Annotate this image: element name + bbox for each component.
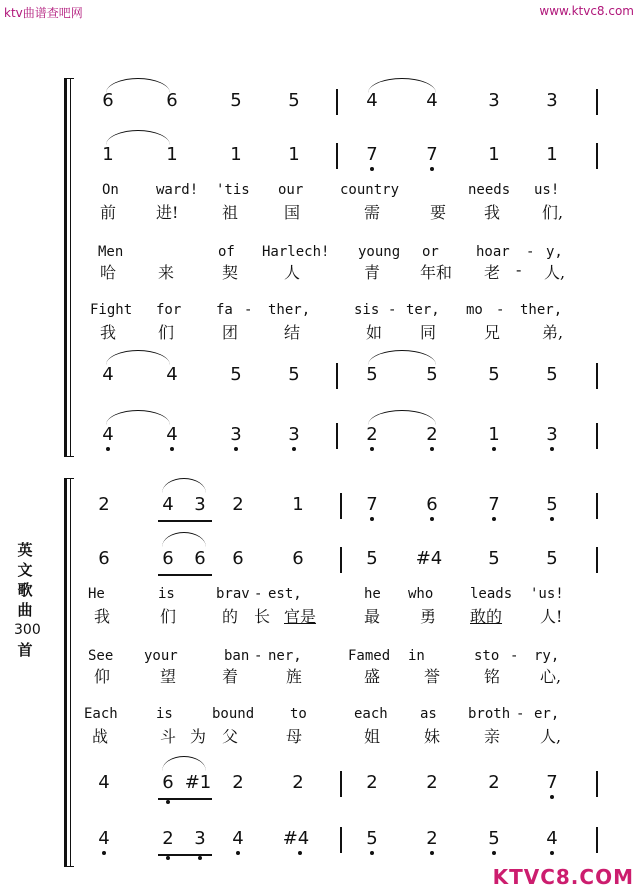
lyric-zh: 人	[284, 263, 301, 282]
system-brace-cap	[64, 478, 74, 479]
note-digit: 5	[366, 828, 378, 849]
note	[482, 824, 506, 854]
barline	[336, 143, 338, 169]
note-row	[64, 824, 604, 854]
lyric-en: is	[158, 586, 175, 602]
lyric-zh: 人!	[540, 607, 563, 626]
octave-dot	[550, 795, 554, 799]
lyric-en: -	[254, 648, 263, 664]
note: 6	[98, 548, 110, 569]
lyric-en: est,	[268, 586, 302, 602]
score-system-2	[64, 478, 604, 868]
note-digit: 5	[488, 828, 500, 849]
note: 2	[232, 772, 244, 793]
lyric-en: 'us!	[530, 586, 564, 602]
note-row	[64, 490, 604, 520]
note-digit: 6	[426, 494, 438, 515]
note: 2	[292, 772, 304, 793]
lyric-zh: 年和	[420, 263, 453, 282]
note-digit: 2	[426, 424, 438, 445]
octave-dot	[550, 447, 554, 451]
note-row	[64, 360, 604, 390]
score-system-1	[64, 78, 604, 458]
note	[282, 420, 306, 450]
lyric-en: ry,	[534, 648, 560, 664]
note-digit: 3	[194, 828, 206, 849]
lyric-zh: 铭	[484, 667, 501, 686]
lyric-zh: 要	[430, 203, 447, 222]
lyric-zh: 结	[284, 323, 301, 342]
lyric-en: sto	[474, 648, 500, 664]
note-digit: 7	[546, 772, 558, 793]
note: 1	[488, 144, 500, 165]
octave-dot	[430, 167, 434, 171]
octave-dot	[492, 517, 496, 521]
barline	[596, 143, 598, 169]
note	[420, 490, 444, 520]
side-title	[14, 540, 41, 660]
lyric-zh: 团	[222, 323, 239, 342]
octave-dot	[298, 851, 302, 855]
lyric-en: young	[358, 244, 401, 260]
note-digit: 2	[162, 828, 174, 849]
lyric-zh: 望	[160, 667, 177, 686]
note-digit: 7	[366, 144, 378, 165]
note	[160, 420, 184, 450]
note: 4	[98, 772, 110, 793]
note	[540, 420, 564, 450]
lyric-zh: 誉	[424, 667, 441, 686]
note-digit: 5	[546, 494, 558, 515]
lyric-en: er,	[534, 706, 560, 722]
barline	[596, 363, 598, 389]
side-title-char: 曲	[17, 601, 33, 619]
lyric-en: us!	[534, 182, 560, 198]
note	[92, 824, 116, 854]
lyric-zh: 同	[420, 323, 437, 342]
note-digit: 1	[488, 424, 500, 445]
lyric-en: See	[88, 648, 114, 664]
octave-dot	[492, 447, 496, 451]
octave-dot	[170, 447, 174, 451]
lyric-zh: 战	[92, 727, 109, 746]
note: 3	[546, 90, 558, 111]
lyric-zh: 亲	[484, 727, 501, 746]
lyric-zh: 旌	[286, 667, 303, 686]
lyric-en: ter,	[406, 302, 440, 318]
octave-dot	[198, 856, 202, 860]
lyric-en: our	[278, 182, 304, 198]
octave-dot	[102, 851, 106, 855]
side-title-char: 英	[17, 541, 33, 559]
note-digit: 4	[232, 828, 244, 849]
lyric-en: -	[496, 302, 505, 318]
lyric-en: he	[364, 586, 381, 602]
note: 4	[162, 494, 174, 515]
lyric-en: mo	[466, 302, 483, 318]
lyric-zh: 妹	[424, 727, 441, 746]
note-digit: 7	[366, 494, 378, 515]
lyric-zh: 青	[364, 263, 381, 282]
lyric-en: is	[156, 706, 173, 722]
lyric-zh: 长	[254, 607, 271, 626]
note-digit: 4	[166, 424, 178, 445]
note: 6	[102, 90, 114, 111]
lyric-en: who	[408, 586, 434, 602]
lyric-en: bound	[212, 706, 255, 722]
note: 6	[194, 548, 206, 569]
lyric-zh: 老	[484, 263, 501, 282]
note-digit: 7	[488, 494, 500, 515]
note-digit: #4	[282, 828, 310, 849]
lyric-zh: 勇	[420, 607, 437, 626]
note: 1	[292, 494, 304, 515]
barline	[596, 89, 598, 115]
note	[482, 420, 506, 450]
lyric-en: Each	[84, 706, 118, 722]
note-digit: 4	[98, 828, 110, 849]
lyric-en: or	[422, 244, 439, 260]
note	[540, 490, 564, 520]
lyric-zh: 我	[484, 203, 501, 222]
note: 4	[166, 364, 178, 385]
octave-dot	[236, 851, 240, 855]
lyric-zh: 来	[158, 263, 175, 282]
lyric-zh: 前	[100, 203, 117, 222]
lyric-zh: 我	[100, 323, 117, 342]
note: 1	[102, 144, 114, 165]
note-digit: 6	[162, 772, 174, 793]
lyric-zh: 父	[222, 727, 239, 746]
note: 3	[194, 494, 206, 515]
octave-dot	[550, 517, 554, 521]
system-brace-thin	[70, 78, 71, 456]
note: 1	[288, 144, 300, 165]
octave-dot	[234, 447, 238, 451]
lyric-en: hoar	[476, 244, 510, 260]
note-digit: 3	[546, 424, 558, 445]
lyric-zh: 契	[222, 263, 239, 282]
barline	[340, 827, 342, 853]
note: 2	[232, 494, 244, 515]
lyric-en: needs	[468, 182, 511, 198]
note	[360, 490, 384, 520]
note: 5	[288, 364, 300, 385]
lyric-en: in	[408, 648, 425, 664]
barline	[336, 423, 338, 449]
note-digit: 4	[546, 828, 558, 849]
barline	[596, 493, 598, 519]
barline	[596, 423, 598, 449]
site-name-left: ktv曲谱查吧网	[4, 6, 83, 20]
lyric-zh: 兄	[484, 323, 501, 342]
note: #4	[415, 548, 443, 569]
note: 6	[232, 548, 244, 569]
note: 6	[162, 548, 174, 569]
note: 3	[488, 90, 500, 111]
note: 6	[292, 548, 304, 569]
lyric-en: your	[144, 648, 178, 664]
note	[420, 420, 444, 450]
lyric-zh: 人,	[544, 263, 566, 282]
lyric-en: Harlech!	[262, 244, 330, 260]
lyric-zh: 母	[286, 727, 303, 746]
lyric-zh: 哈	[100, 263, 117, 282]
note: 2	[426, 772, 438, 793]
lyric-zh: 盛	[364, 667, 381, 686]
lyric-zh: 敢的	[470, 607, 503, 626]
note: 2	[366, 772, 378, 793]
note	[360, 140, 384, 170]
lyric-en: broth	[468, 706, 511, 722]
side-title-number: 300	[14, 622, 41, 638]
note-row	[64, 86, 604, 116]
note	[156, 768, 180, 798]
note: 2	[488, 772, 500, 793]
eighth-beam	[158, 520, 212, 522]
barline	[336, 363, 338, 389]
lyric-zh: 们	[160, 607, 177, 626]
lyric-en: leads	[470, 586, 513, 602]
note	[224, 420, 248, 450]
note: 5	[546, 548, 558, 569]
note: 5	[366, 364, 378, 385]
octave-dot	[370, 517, 374, 521]
lyric-zh: 的	[222, 607, 239, 626]
system-brace-cap	[64, 456, 74, 457]
note: 4	[426, 90, 438, 111]
barline	[340, 493, 342, 519]
note: #1	[184, 772, 212, 793]
lyric-zh: 仰	[94, 667, 111, 686]
note-row	[64, 544, 604, 574]
eighth-beam	[158, 798, 212, 800]
note-row	[64, 768, 604, 798]
note: 1	[166, 144, 178, 165]
octave-dot	[430, 447, 434, 451]
lyric-en: each	[354, 706, 388, 722]
barline	[596, 547, 598, 573]
note	[420, 824, 444, 854]
system-brace	[64, 478, 67, 866]
lyric-en: ban	[224, 648, 250, 664]
site-logo: KTVC8.COM	[492, 865, 634, 889]
lyric-en: Famed	[348, 648, 391, 664]
barline	[336, 89, 338, 115]
note-digit: 2	[426, 828, 438, 849]
lyric-zh: 人,	[540, 727, 562, 746]
note-digit: 3	[230, 424, 242, 445]
note-digit: 4	[102, 424, 114, 445]
lyric-en: -	[244, 302, 253, 318]
note: 5	[546, 364, 558, 385]
note	[360, 824, 384, 854]
note	[188, 824, 212, 854]
side-title-char: 歌	[17, 581, 33, 599]
note-row	[64, 140, 604, 170]
octave-dot	[430, 851, 434, 855]
note: 5	[230, 364, 242, 385]
lyric-en: country	[340, 182, 400, 198]
octave-dot	[166, 856, 170, 860]
note	[226, 824, 250, 854]
lyric-zh: 最	[364, 607, 381, 626]
lyric-en: On	[102, 182, 119, 198]
octave-dot	[166, 800, 170, 804]
octave-dot	[370, 851, 374, 855]
lyric-en: sis	[354, 302, 380, 318]
lyric-en: of	[218, 244, 235, 260]
barline	[596, 827, 598, 853]
system-brace	[64, 78, 67, 456]
note	[156, 824, 180, 854]
lyric-en: ward!	[156, 182, 199, 198]
barline	[340, 547, 342, 573]
note: 4	[102, 364, 114, 385]
note	[420, 140, 444, 170]
system-brace-cap	[64, 78, 74, 79]
note: 1	[230, 144, 242, 165]
lyric-en: -	[254, 586, 263, 602]
lyric-zh: 进!	[156, 203, 179, 222]
lyric-en: fa	[216, 302, 233, 318]
lyric-en: -	[388, 302, 397, 318]
lyric-zh: 姐	[364, 727, 381, 746]
note: 5	[366, 548, 378, 569]
note	[96, 420, 120, 450]
lyric-en: brav	[216, 586, 250, 602]
lyric-en: as	[420, 706, 437, 722]
note-digit: 7	[426, 144, 438, 165]
lyric-en: ther,	[268, 302, 311, 318]
lyric-en: 'tis	[216, 182, 250, 198]
lyric-en: to	[290, 706, 307, 722]
system-brace-cap	[64, 866, 74, 867]
note: 5	[488, 364, 500, 385]
note: 5	[426, 364, 438, 385]
octave-dot	[292, 447, 296, 451]
note: 2	[98, 494, 110, 515]
octave-dot	[550, 851, 554, 855]
note	[540, 824, 564, 854]
lyric-en: y,	[546, 244, 563, 260]
lyric-zh: 官是	[284, 607, 317, 626]
octave-dot	[370, 167, 374, 171]
lyric-zh: 们	[158, 323, 175, 342]
lyric-zh: 我	[94, 607, 111, 626]
lyric-en: for	[156, 302, 182, 318]
system-brace-thin	[70, 478, 71, 866]
note: 5	[230, 90, 242, 111]
lyric-zh: 国	[284, 203, 301, 222]
note	[482, 490, 506, 520]
lyric-zh: 祖	[222, 203, 239, 222]
lyric-zh: 心,	[540, 667, 562, 686]
lyric-zh: 需	[364, 203, 381, 222]
site-url-right: www.ktvc8.com	[539, 4, 634, 18]
lyric-en: He	[88, 586, 105, 602]
lyric-en: -	[516, 706, 525, 722]
lyric-en: ner,	[268, 648, 302, 664]
lyric-en: Fight	[90, 302, 133, 318]
barline	[596, 771, 598, 797]
octave-dot	[492, 851, 496, 855]
note	[540, 768, 564, 798]
lyric-zh: 如	[366, 323, 383, 342]
octave-dot	[106, 447, 110, 451]
lyric-en: ther,	[520, 302, 563, 318]
note: 4	[366, 90, 378, 111]
lyric-zh: 们,	[542, 203, 564, 222]
lyric-zh: 着	[222, 667, 239, 686]
lyric-zh: 斗	[160, 727, 177, 746]
side-title-char: 文	[17, 561, 33, 579]
note-digit: 2	[366, 424, 378, 445]
lyric-zh: -	[516, 260, 522, 279]
eighth-beam	[158, 854, 212, 856]
lyric-en: -	[526, 244, 535, 260]
octave-dot	[430, 517, 434, 521]
note-digit: 3	[288, 424, 300, 445]
octave-dot	[370, 447, 374, 451]
eighth-beam	[158, 574, 212, 576]
note-row	[64, 420, 604, 450]
note: 1	[546, 144, 558, 165]
lyric-zh: 弟,	[542, 323, 564, 342]
note: 5	[488, 548, 500, 569]
note	[280, 824, 312, 854]
barline	[340, 771, 342, 797]
note	[360, 420, 384, 450]
lyric-zh: 为	[190, 727, 207, 746]
note: 5	[288, 90, 300, 111]
note: 6	[166, 90, 178, 111]
lyric-en: -	[510, 648, 519, 664]
lyric-en: Men	[98, 244, 124, 260]
side-title-char: 首	[17, 641, 33, 659]
